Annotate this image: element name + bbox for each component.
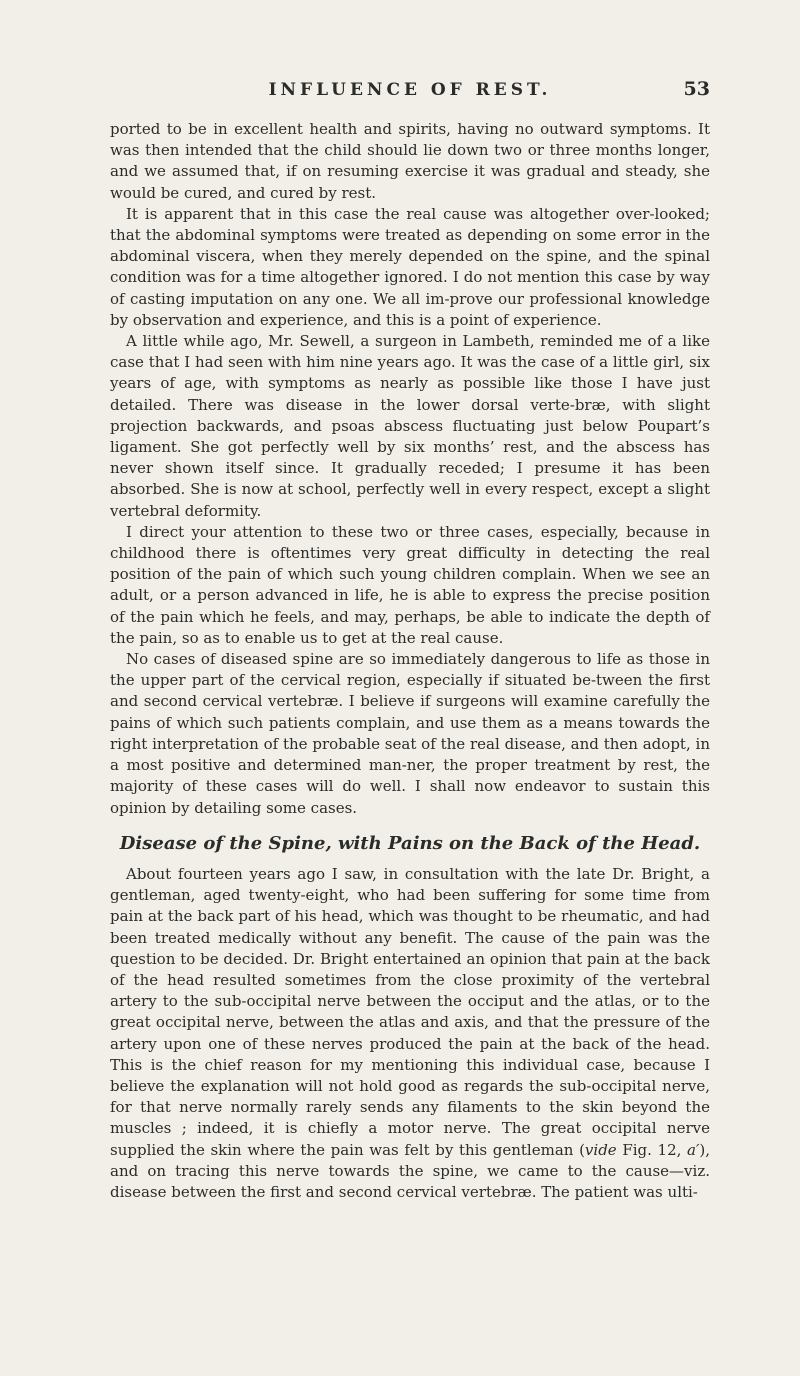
paragraph-continued: ported to be in excellent health and spirits, having no outward symptoms. It was then intended that the child should lie down two or three months longer, and we assumed that, if on resuming exercise it was gradual and steady, she would be cured, and cured by rest. [110,120,710,202]
paragraph: I direct your attention to these two or three cases, especially, because in childhood there is oftentimes very great difficulty in detecting the real position of the pain of which such young children complain. When we see an adult, or a person advanced in life, he is able to express the precise position of the pain which he feels, and may, perhaps, be able to indicate the depth of the pain, so as to enable us to get at the real cause. [110,522,710,647]
figure-label: a′ [687,1140,700,1159]
section-heading: Disease of the Spine, with Pains on the Back of the Head. [119,832,701,854]
paragraph: It is apparent that in this case the real cause was altogether over-looked; that the abdominal symptoms were treated as depending on some error in the abdominal viscera, when they merely depended on the spine, and the spinal condition was for a time altogether ignored. I do not mention this case by way of casting imputation on any one. We all im-prove our professional knowledge by observation and experience, and this is a point of experience. [110,204,710,329]
paragraph-text: ), and on tracing this nerve towards the spine, we came to the cause—viz. disease between the first and second cervical vertebræ. The patient was ulti- [110,1140,711,1201]
figure-ref: Fig. 12, [616,1140,688,1159]
vide-italic: vide [584,1140,617,1159]
running-title: INFLUENCE OF REST. [268,80,552,100]
paragraph: A little while ago, Mr. Sewell, a surgeon in Lambeth, reminded me of a like case that I had seen with him nine years ago. It was the case of a little girl, six years of age, with symptoms as nearly as possible like those I have just detailed. There was disease in the lower dorsal verte-bræ, with slight projection backwards, and psoas abscess fluctuating just below Poupart’s ligament. She got perfectly well by six months’ rest, and the abscess has never shown itself since. It gradually receded; I presume it has been absorbed. She is now at school, perfectly well in every respect, except a slight vertebral deformity. [110,332,710,520]
page-number: 53 [683,78,710,100]
running-head [110,80,710,110]
paragraph: No cases of diseased spine are so immediately dangerous to life as those in the upper part of the cervical region, especially if situated be-tween the first and second cervical vertebræ. I believe if surgeons will examine carefully the pains of which such patients complain, and use them as a means towards the right interpretation of the probable seat of the real disease, and then adopt, in a most positive and determined man-ner, the proper treatment by rest, the majority of these cases will do well. I shall now endeavor to sustain this opinion by detailing some cases. [110,650,710,817]
paragraph-text: About fourteen years ago I saw, in consultation with the late Dr. Bright, a gentleman, aged twenty-eight, who had been suffering for some time from pain at the back part of his head, which was thought to be rheumatic, and had been treated medically without any benefit. The cause of the pain was the question to be decided. Dr. Bright entertained an opinion that pain at the back of the head resulted sometimes from the close proximity of the vertebral artery to the sub-occipital nerve between the occiput and the atlas, or to the great occipital nerve, between the atlas and axis, and that the pressure of the artery upon one of these nerves produced the pain at the back of the head. This is the chief reason for my mentioning this individual case, because I believe the explanation will not hold good as regards the sub-occipital nerve, for that nerve normally rarely sends any filaments to the skin beyond the muscles ; indeed, it is chiefly a motor nerve. The great occipital nerve supplied the skin where the pain was felt by this gentleman ( [110,864,710,1159]
body-text [110,119,710,1203]
paragraph [110,864,710,1203]
